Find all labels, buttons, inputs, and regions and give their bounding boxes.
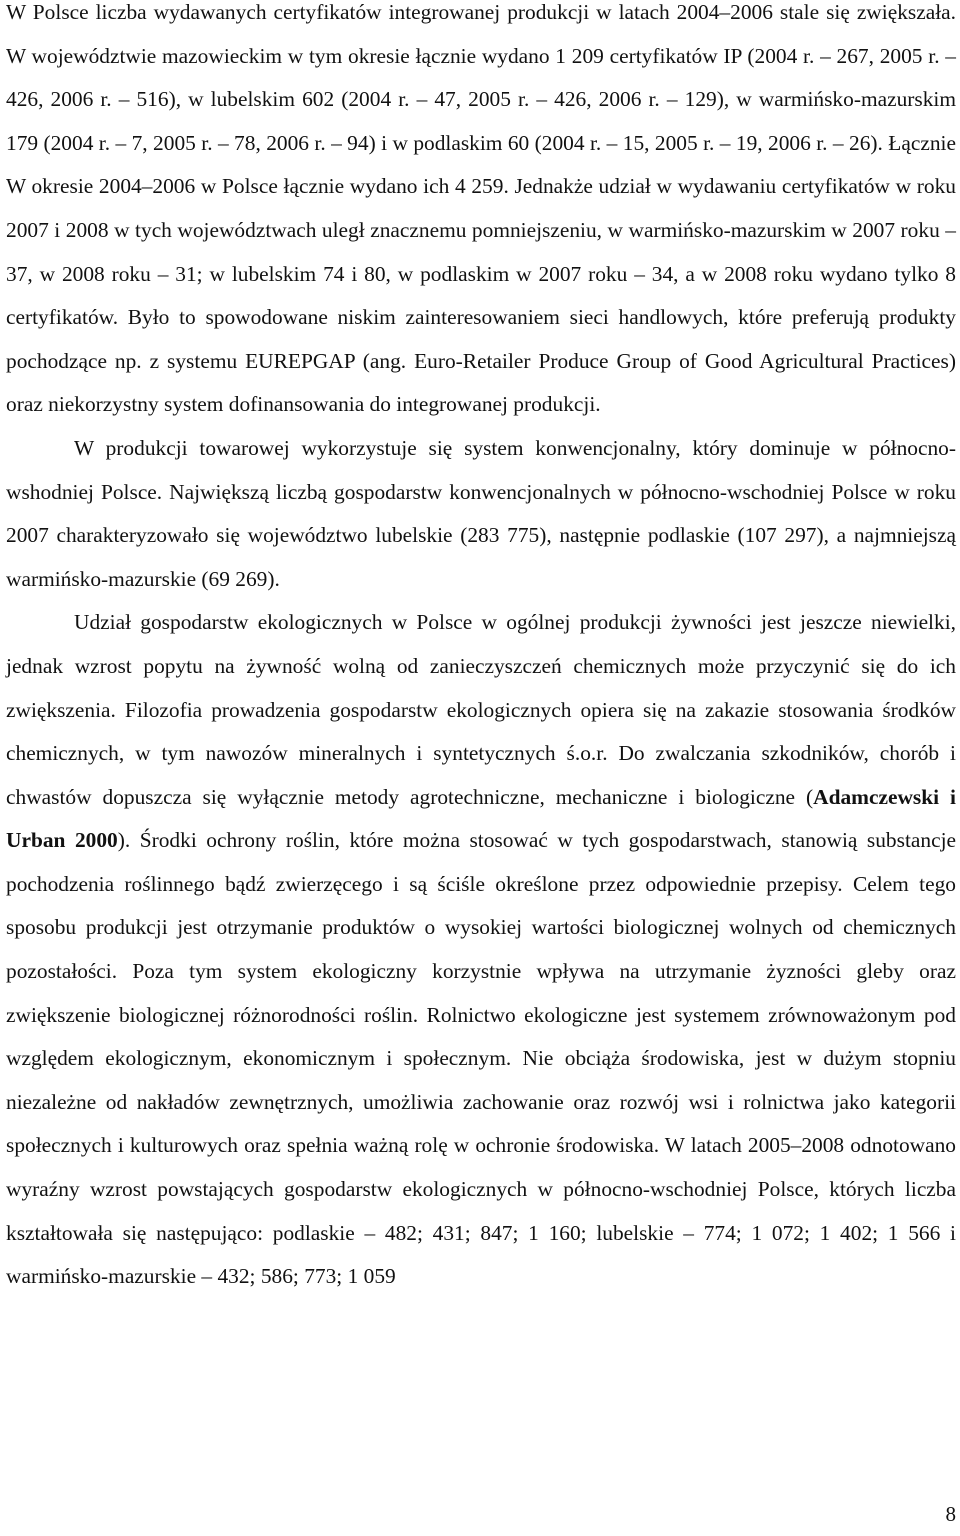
- document-page: [6, 0, 956, 1299]
- paragraph-organic-text-end: ). Środki ochrony roślin, które można stosować w tych gospodarstwach, stanowią substancje pochodzenia roślinnego bądź zwierzęcego i są ściśle określone przez odpowiednie przepisy. Celem tego sposobu produkcji jest otrzymanie produktów o wysokiej wartości biologicznej wolnych od chemicznych pozostałości. Poza tym system ekologiczny korzystnie wpływa na utrzymanie żyzności gleby oraz zwiększenie biologicznej różnorodności roślin. Rolnictwo ekologiczne jest systemem zrównoważonym pod względem ekologicznym, ekonomicznym i społecznym. Nie obciąża środowiska, jest w dużym stopniu niezależne od nakładów zewnętrznych, umożliwia zachowanie oraz rozwój wsi i rolnictwa jako kategorii społecznych i kulturowych oraz spełnia ważną rolę w ochronie środowiska. W latach 2005–2008 odnotowano wyraźny wzrost powstających gospodarstw ekologicznych w północno-wschodniej Polsce, których liczba kształtowała się następująco: podlaskie – 482; 431; 847; 1 160; lubelskie – 774; 1 072; 1 402; 1 566 i warmińsko-mazurskie – 432; 586; 773; 1 059: [6, 828, 957, 1289]
- citation-adamczewski-urban: Adamczewski i Urban 2000: [6, 784, 956, 853]
- paragraph-organic-text-start: Udział gospodarstw ekologicznych w Polsce w ogólnej produkcji żywności jest jeszcze niewielki, jednak wzrost popytu na żywność wolną od zanieczyszczeń chemicznych może przyczynić się do ich zwiększenia. Filozofia prowadzenia gospodarstw ekologicznych opiera się na zakazie stosowania środków chemicznych, w tym nawozów mineralnych i syntetycznych ś.o.r. Do zwalczania szkodników, chorób i chwastów dopuszcza się wyłącznie metody agrotechniczne, mechaniczne i biologiczne (: [6, 610, 956, 809]
- paragraph-conventional-farming: W produkcji towarowej wykorzystuje się system konwencjonalny, który dominuje w północno-wshodniej Polsce. Największą liczbą gospodarstw konwencjonalnych w północno-wschodniej Polsce w roku 2007 charakteryzowało się województwo lubelskie (283 775), następnie podlaskie (107 297), a najmniejszą warmińsko-mazurskie (69 269).: [6, 435, 956, 591]
- paragraph-certificates: W Polsce liczba wydawanych certyfikatów integrowanej produkcji w latach 2004–2006 stale się zwiększała. W województwie mazowieckim w tym okresie łącznie wydano 1 209 certyfikatów IP (2004 r. – 267, 2005 r. – 426, 2006 r. – 516), w lubelskim 602 (2004 r. – 47, 2005 r. – 426, 2006 r. – 129), w warmińsko-mazurskim 179 (2004 r. – 7, 2005 r. – 78, 2006 r. – 94) i w podlaskim 60 (2004 r. – 15, 2005 r. – 19, 2006 r. – 26). Łącznie W okresie 2004–2006 w Polsce łącznie wydano ich 4 259. Jednakże udział w wydawaniu certyfikatów w roku 2007 i 2008 w tych województwach uległ znacznemu pomniejszeniu, w warmińsko-mazurskim w 2007 roku – 37, w 2008 roku – 31; w lubelskim 74 i 80, w podlaskim w 2007 roku – 34, a w 2008 roku wydano tylko 8 certyfikatów. Było to spowodowane niskim zainteresowaniem sieci handlowych, które preferują produkty pochodzące np. z systemu EUREPGAP (ang. Euro-Retailer Produce Group of Good Agricultural Practices) oraz niekorzystny system dofinansowania do integrowanej produkcji.: [6, 0, 956, 417]
- paragraph-organic-farming: [6, 601, 956, 1299]
- page-number: 8: [945, 1502, 956, 1526]
